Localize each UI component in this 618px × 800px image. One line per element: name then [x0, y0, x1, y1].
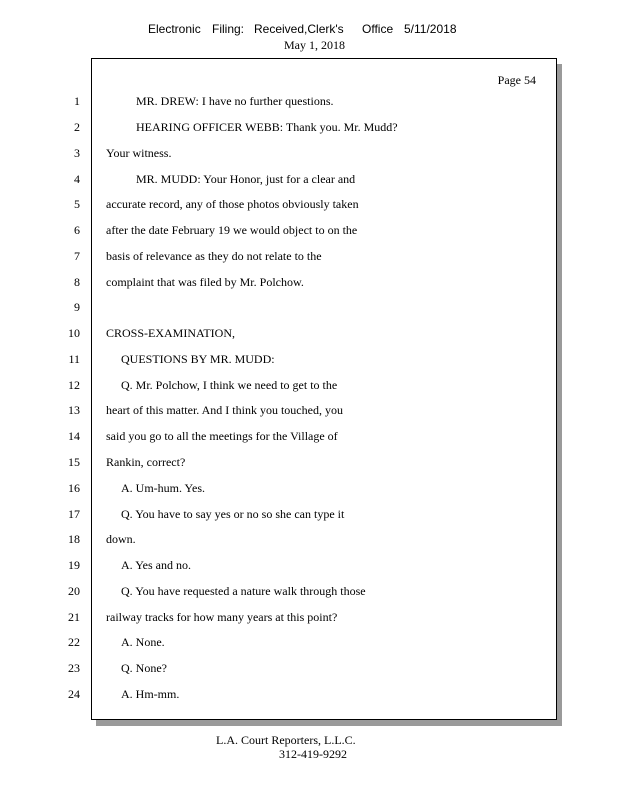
reporter-company: L.A. Court Reporters, L.L.C.	[216, 733, 356, 747]
line-text: MR. MUDD: Your Honor, just for a clear and	[136, 172, 356, 186]
line-number: 4	[74, 172, 80, 186]
line-text: Q. You have requested a nature walk through those	[121, 584, 366, 598]
line-text: Rankin, correct?	[106, 455, 186, 469]
line-number: 17	[68, 507, 80, 521]
line-number: 10	[68, 326, 80, 340]
line-number: 20	[68, 584, 80, 598]
line-text: Q. Mr. Polchow, I think we need to get to the	[121, 378, 338, 392]
filing-stamp-office: Office	[362, 22, 394, 36]
line-number: 22	[68, 635, 80, 649]
line-number: 12	[68, 378, 80, 392]
line-text: heart of this matter. And I think you touched, you	[106, 403, 343, 417]
filing-stamp-date: 5/11/2018	[404, 22, 457, 36]
line-text: Q. None?	[121, 661, 167, 675]
line-number: 6	[74, 223, 80, 237]
line-text: QUESTIONS BY MR. MUDD:	[121, 352, 275, 366]
reporter-phone: 312-419-9292	[279, 747, 347, 761]
line-text: HEARING OFFICER WEBB: Thank you. Mr. Mudd?	[136, 120, 398, 134]
line-number: 1	[74, 94, 80, 108]
line-text: MR. DREW: I have no further questions.	[136, 94, 334, 108]
line-number: 16	[68, 481, 80, 495]
line-number: 11	[68, 352, 80, 366]
line-number: 8	[74, 275, 80, 289]
line-text: said you go to all the meetings for the Village of	[106, 429, 338, 443]
line-text: A. None.	[121, 635, 165, 649]
line-text: A. Hm-mm.	[121, 687, 180, 701]
line-text: A. Yes and no.	[121, 558, 192, 572]
filing-stamp-filing: Filing:	[212, 22, 245, 36]
filing-stamp-electronic: Electronic	[148, 22, 201, 36]
line-number: 13	[68, 403, 80, 417]
line-number: 3	[74, 146, 80, 160]
line-number: 7	[74, 249, 80, 263]
filing-stamp-received: Received,Clerk's	[254, 22, 344, 36]
filing-sub-date: May 1, 2018	[284, 38, 345, 52]
line-number: 21	[68, 610, 80, 624]
line-number: 15	[68, 455, 80, 469]
line-number: 2	[74, 120, 80, 134]
line-text: accurate record, any of those photos obviously taken	[106, 197, 359, 211]
line-text: railway tracks for how many years at this point?	[106, 610, 338, 624]
line-number: 23	[68, 661, 80, 675]
line-text: CROSS-EXAMINATION,	[106, 326, 236, 340]
line-number: 24	[68, 687, 80, 701]
line-text: basis of relevance as they do not relate to the	[106, 249, 322, 263]
line-text: after the date February 19 we would object to on the	[106, 223, 358, 237]
line-number: 5	[74, 197, 80, 211]
filing-stamp-header	[0, 18, 618, 58]
line-text: Your witness.	[106, 146, 172, 160]
line-number: 14	[68, 429, 80, 443]
line-text: complaint that was filed by Mr. Polchow.	[106, 275, 304, 289]
line-text: Q. You have to say yes or no so she can type it	[121, 507, 345, 521]
page-number: Page 54	[497, 73, 536, 87]
line-text: down.	[106, 532, 136, 546]
line-number: 19	[68, 558, 80, 572]
line-number: 9	[74, 300, 80, 314]
line-text: A. Um-hum. Yes.	[121, 481, 206, 495]
line-number: 18	[68, 532, 80, 546]
